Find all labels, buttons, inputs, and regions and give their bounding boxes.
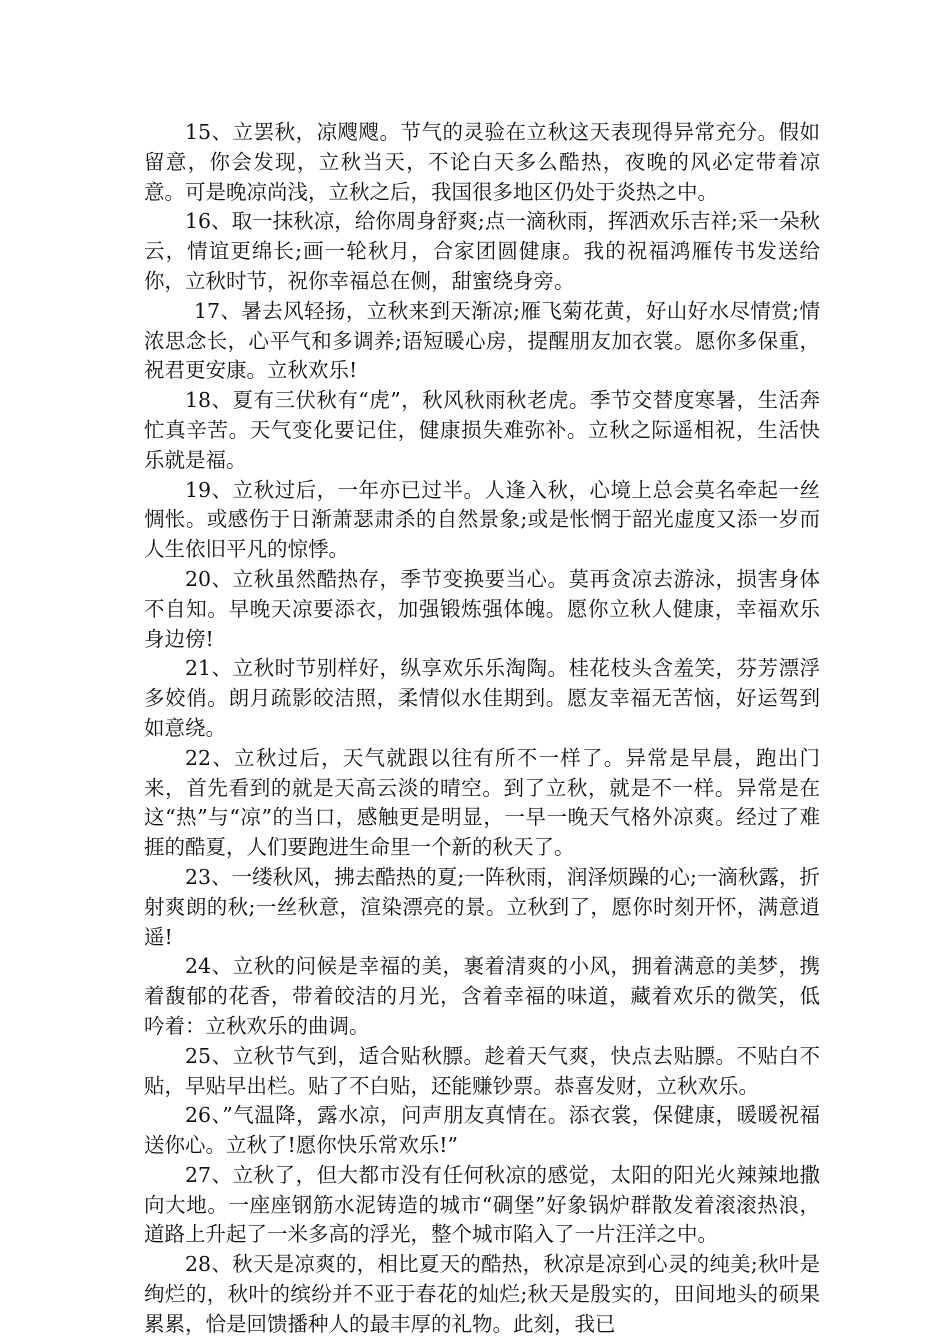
paragraph-24: 24、立秋的问候是幸福的美，裹着清爽的小风，拥着满意的美梦，携着馥郁的花香，带着皎洁的月光，含着幸福的味道，藏着欢乐的微笑，低吟着：立秋欢乐的曲调。: [144, 954, 820, 1038]
paragraph-21: 21、立秋时节别样好，纵享欢乐乐淘陶。桂花枝头含羞笑，芬芳漂浮多姣俏。朗月疏影皎洁照，柔情似水佳期到。愿友幸福无苦恼，好运驾到如意绕。: [144, 656, 820, 740]
paragraph-17: 17、暑去风轻扬，立秋来到天渐凉;雁飞菊花黄，好山好水尽情赏;情浓思念长，心平气和多调养;语短暖心房，提醒朋友加衣裳。愿你多保重，祝君更安康。立秋欢乐!: [144, 298, 820, 383]
paragraph-23: 23、一缕秋风，拂去酷热的夏;一阵秋雨，润泽烦躁的心;一滴秋露，折射爽朗的秋;一丝秋意，渲染漂亮的景。立秋到了，愿你时刻开怀，满意逍遥!: [144, 864, 820, 949]
document-body: [144, 118, 820, 1340]
paragraph-19: 19、立秋过后，一年亦已过半。人逢入秋，心境上总会莫名牵起一丝惆怅。或感伤于日渐萧瑟肃杀的自然景象;或是怅惘于韶光虚度又添一岁而人生依旧平凡的惊悸。: [144, 477, 820, 562]
paragraph-28: 28、秋天是凉爽的，相比夏天的酷热，秋凉是凉到心灵的纯美;秋叶是绚烂的，秋叶的缤纷并不亚于春花的灿烂;秋天是殷实的，田间地头的硕果累累，恰是回馈播种人的最丰厚的礼物。此刻，我已: [144, 1252, 820, 1336]
paragraph-16: 16、取一抹秋凉，给你周身舒爽;点一滴秋雨，挥洒欢乐吉祥;采一朵秋云，情谊更绵长;画一轮秋月，合家团圆健康。我的祝福鸿雁传书发送给你，立秋时节，祝你幸福总在侧，甜蜜绕身旁。: [144, 209, 820, 293]
paragraph-26: 26、”气温降，露水凉，问声朋友真情在。添衣裳，保健康，暖暖祝福送你心。立秋了!愿你快乐常欢乐!”: [144, 1103, 820, 1158]
paragraph-27: 27、立秋了，但大都市没有任何秋凉的感觉，太阳的阳光火辣辣地撒向大地。一座座钢筋水泥铸造的城市“碉堡”好象锅炉群散发着滚滚热浪，道路上升起了一米多高的浮光，整个城市陷入了一片汪洋之中。: [144, 1162, 820, 1247]
paragraph-15: 15、立罢秋，凉飕飕。节气的灵验在立秋这天表现得异常充分。假如留意，你会发现，立秋当天，不论白天多么酷热，夜晚的风必定带着凉意。可是晚凉尚浅，立秋之后，我国很多地区仍处于炎热之中。: [144, 120, 820, 204]
paragraph-25: 25、立秋节气到，适合贴秋膘。趁着天气爽，快点去贴膘。不贴白不贴，早贴早出栏。贴了不白贴，还能赚钞票。恭喜发财，立秋欢乐。: [144, 1043, 820, 1098]
paragraph-20: 20、立秋虽然酷热存，季节变换要当心。莫再贪凉去游泳，损害身体不自知。早晚天凉要添衣，加强锻炼强体魄。愿你立秋人健康，幸福欢乐身边傍!: [144, 566, 820, 651]
paragraph-18: 18、夏有三伏秋有“虎”，秋风秋雨秋老虎。季节交替度寒暑，生活奔忙真辛苦。天气变化要记住，健康损失难弥补。立秋之际遥相祝，生活快乐就是福。: [144, 388, 820, 472]
paragraph-22: 22、立秋过后，天气就跟以往有所不一样了。异常是早晨，跑出门来，首先看到的就是天高云淡的晴空。到了立秋，就是不一样。异常是在这“热”与“凉”的当口，感触更是明显，一早一晚天气格外凉爽。经过了难捱的酷夏，人们要跑进生命里一个新的秋天了。: [144, 745, 820, 860]
